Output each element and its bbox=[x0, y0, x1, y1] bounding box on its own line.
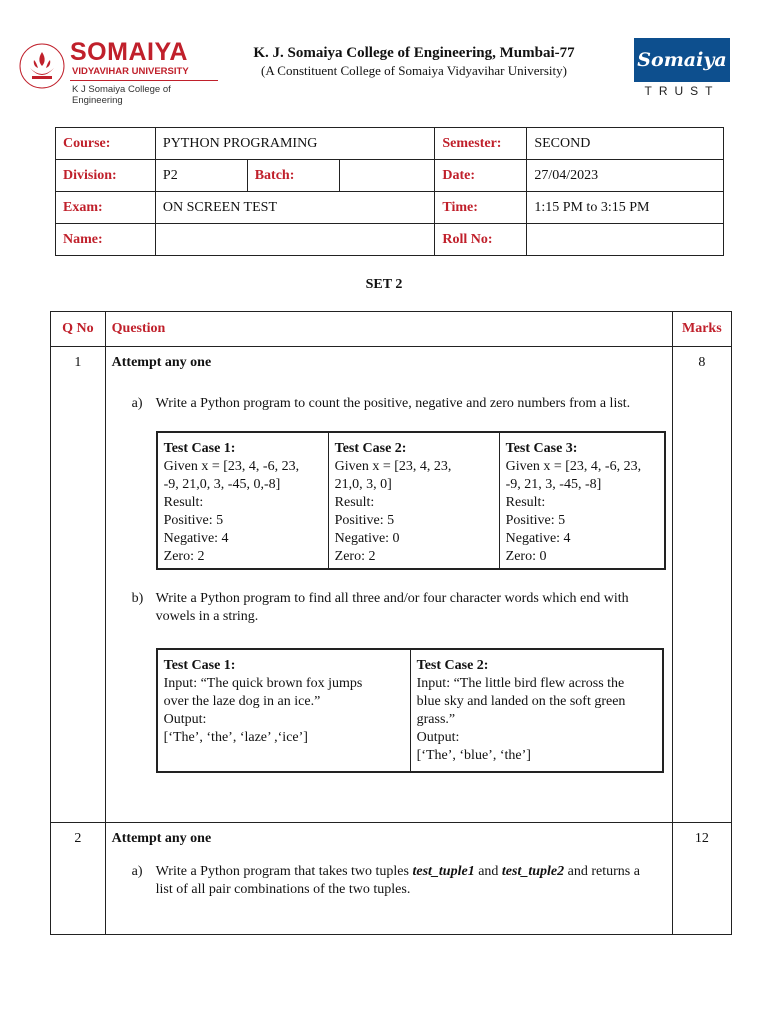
q1b-tc1-line: [‘The’, ‘the’, ‘laze’ ,‘ice’] bbox=[163, 730, 308, 745]
semester-value: SECOND bbox=[527, 128, 724, 160]
q2a-text-mid: and bbox=[474, 864, 502, 879]
question-table bbox=[50, 311, 732, 935]
q1-number: 1 bbox=[51, 347, 106, 823]
batch-value[interactable] bbox=[339, 160, 435, 192]
q1-content bbox=[105, 347, 672, 823]
q1b-test-cases bbox=[156, 648, 664, 773]
date-value: 27/04/2023 bbox=[527, 160, 724, 192]
q1a-tc2-line: Zero: 2 bbox=[334, 549, 376, 564]
info-row-exam bbox=[56, 192, 724, 224]
q2a-text-after: and returns a list of all pair combinations of the two tuples. bbox=[155, 864, 640, 897]
q2-number: 2 bbox=[51, 823, 106, 935]
q1a-test-case-2 bbox=[328, 432, 499, 569]
q1a-item bbox=[112, 395, 666, 413]
course-value: PYTHON PROGRAMING bbox=[155, 128, 434, 160]
q1b-tc2-title: Test Case 2: bbox=[416, 658, 489, 673]
q1b-tc2-line: [‘The’, ‘blue’, ‘the’] bbox=[416, 748, 531, 763]
somaiya-emblem-icon bbox=[18, 38, 66, 100]
q1a-tc1-line: -9, 21,0, 3, -45, 0,-8] bbox=[163, 477, 281, 492]
info-row-course bbox=[56, 128, 724, 160]
info-row-name bbox=[56, 224, 724, 256]
q1b-tc1-line: Output: bbox=[163, 712, 207, 727]
exam-info-table bbox=[55, 127, 724, 256]
question-row-1 bbox=[51, 347, 732, 823]
name-value[interactable] bbox=[155, 224, 434, 256]
q1a-tc3-line: Negative: 4 bbox=[505, 531, 571, 546]
q2a-label: a) bbox=[131, 864, 143, 879]
q1a-tc3-line: Given x = [23, 4, -6, 23, bbox=[505, 459, 642, 474]
exam-value: ON SCREEN TEST bbox=[155, 192, 434, 224]
roll-no-value[interactable] bbox=[527, 224, 724, 256]
q1a-tc1-line: Positive: 5 bbox=[163, 513, 224, 528]
q1b-tc1-line: over the laze dog in an ice.” bbox=[163, 694, 321, 709]
time-value: 1:15 PM to 3:15 PM bbox=[527, 192, 724, 224]
q1b-text: Write a Python program to find all three and/or four character words which end with vowels in a string. bbox=[155, 591, 629, 624]
q1b-tc2-line: Input: “The little bird flew across the bbox=[416, 676, 625, 691]
roll-no-label: Roll No: bbox=[435, 224, 527, 256]
q1a-tc3-line: Positive: 5 bbox=[505, 513, 566, 528]
question-table-header bbox=[51, 312, 732, 347]
q1a-test-case-3 bbox=[499, 432, 665, 569]
question-row-2 bbox=[51, 823, 732, 935]
q1b-tc2-line: blue sky and landed on the soft green bbox=[416, 694, 626, 709]
set-title: SET 2 bbox=[365, 277, 403, 292]
q1a-tc2-title: Test Case 2: bbox=[334, 441, 407, 456]
logo-wordmark: SOMAIYA bbox=[70, 38, 188, 66]
course-label: Course: bbox=[56, 128, 156, 160]
q1b-tc1-title: Test Case 1: bbox=[163, 658, 236, 673]
q1a-tc2-line: 21,0, 3, 0] bbox=[334, 477, 392, 492]
q1a-tc2-line: Given x = [23, 4, 23, bbox=[334, 459, 452, 474]
somaiya-university-logo bbox=[18, 38, 223, 106]
q1b-item bbox=[112, 590, 666, 626]
division-value: P2 bbox=[155, 160, 247, 192]
q1a-text: Write a Python program to count the positive, negative and zero numbers from a list. bbox=[155, 396, 631, 411]
q1a-tc1-title: Test Case 1: bbox=[163, 441, 236, 456]
q1b-tc1-line: Input: “The quick brown fox jumps bbox=[163, 676, 363, 691]
q1a-tc1-line: Given x = [23, 4, -6, 23, bbox=[163, 459, 300, 474]
col-marks-header: Marks bbox=[672, 312, 731, 347]
q1a-tc3-line: Result: bbox=[505, 495, 546, 510]
col-question-header: Question bbox=[105, 312, 672, 347]
q1b-test-case-2 bbox=[410, 649, 663, 772]
division-label: Division: bbox=[56, 160, 156, 192]
somaiya-trust-logo bbox=[634, 38, 730, 100]
college-title: K. J. Somaiya College of Engineering, Mumbai-77 bbox=[253, 45, 575, 61]
q1a-tc3-line: -9, 21, 3, -45, -8] bbox=[505, 477, 602, 492]
q1b-label: b) bbox=[131, 591, 144, 606]
college-subtitle: (A Constituent College of Somaiya Vidyavihar University) bbox=[261, 63, 567, 78]
q2-marks: 12 bbox=[672, 823, 731, 935]
q1a-tc1-line: Negative: 4 bbox=[163, 531, 229, 546]
q1a-label: a) bbox=[131, 396, 143, 411]
q2a-var-test-tuple2: test_tuple2 bbox=[501, 864, 565, 879]
q1a-tc1-line: Zero: 2 bbox=[163, 549, 205, 564]
name-label: Name: bbox=[56, 224, 156, 256]
q2a-item bbox=[112, 863, 666, 899]
q1a-test-cases bbox=[156, 431, 666, 570]
q1a-tc2-line: Result: bbox=[334, 495, 375, 510]
q1a-tc2-line: Positive: 5 bbox=[334, 513, 395, 528]
q2-content bbox=[105, 823, 672, 935]
info-row-division bbox=[56, 160, 724, 192]
q1-heading: Attempt any one bbox=[111, 355, 212, 370]
q1-marks: 8 bbox=[672, 347, 731, 823]
q1b-test-case-1 bbox=[157, 649, 411, 772]
logo-divider bbox=[70, 80, 218, 81]
q2-heading: Attempt any one bbox=[111, 831, 212, 846]
q1a-test-case-1 bbox=[157, 432, 329, 569]
q2a-var-test-tuple1: test_tuple1 bbox=[412, 864, 475, 879]
q2a-text-before: Write a Python program that takes two tuples bbox=[155, 864, 413, 879]
batch-label: Batch: bbox=[247, 160, 339, 192]
q1a-tc1-line: Result: bbox=[163, 495, 204, 510]
q1a-tc3-line: Zero: 0 bbox=[505, 549, 547, 564]
trust-logo-text: Somaiya bbox=[634, 38, 730, 82]
q1a-tc3-title: Test Case 3: bbox=[505, 441, 578, 456]
trust-word: TRUST bbox=[644, 84, 720, 98]
logo-college-name: K J Somaiya College of Engineering bbox=[72, 84, 171, 106]
date-label: Date: bbox=[435, 160, 527, 192]
q1b-tc2-line: Output: bbox=[416, 730, 460, 745]
semester-label: Semester: bbox=[435, 128, 527, 160]
logo-university: VIDYAVIHAR UNIVERSITY bbox=[72, 66, 189, 77]
col-qno-header: Q No bbox=[51, 312, 106, 347]
q1b-tc2-line: grass.” bbox=[416, 712, 456, 727]
exam-label: Exam: bbox=[56, 192, 156, 224]
time-label: Time: bbox=[435, 192, 527, 224]
q1a-tc2-line: Negative: 0 bbox=[334, 531, 400, 546]
